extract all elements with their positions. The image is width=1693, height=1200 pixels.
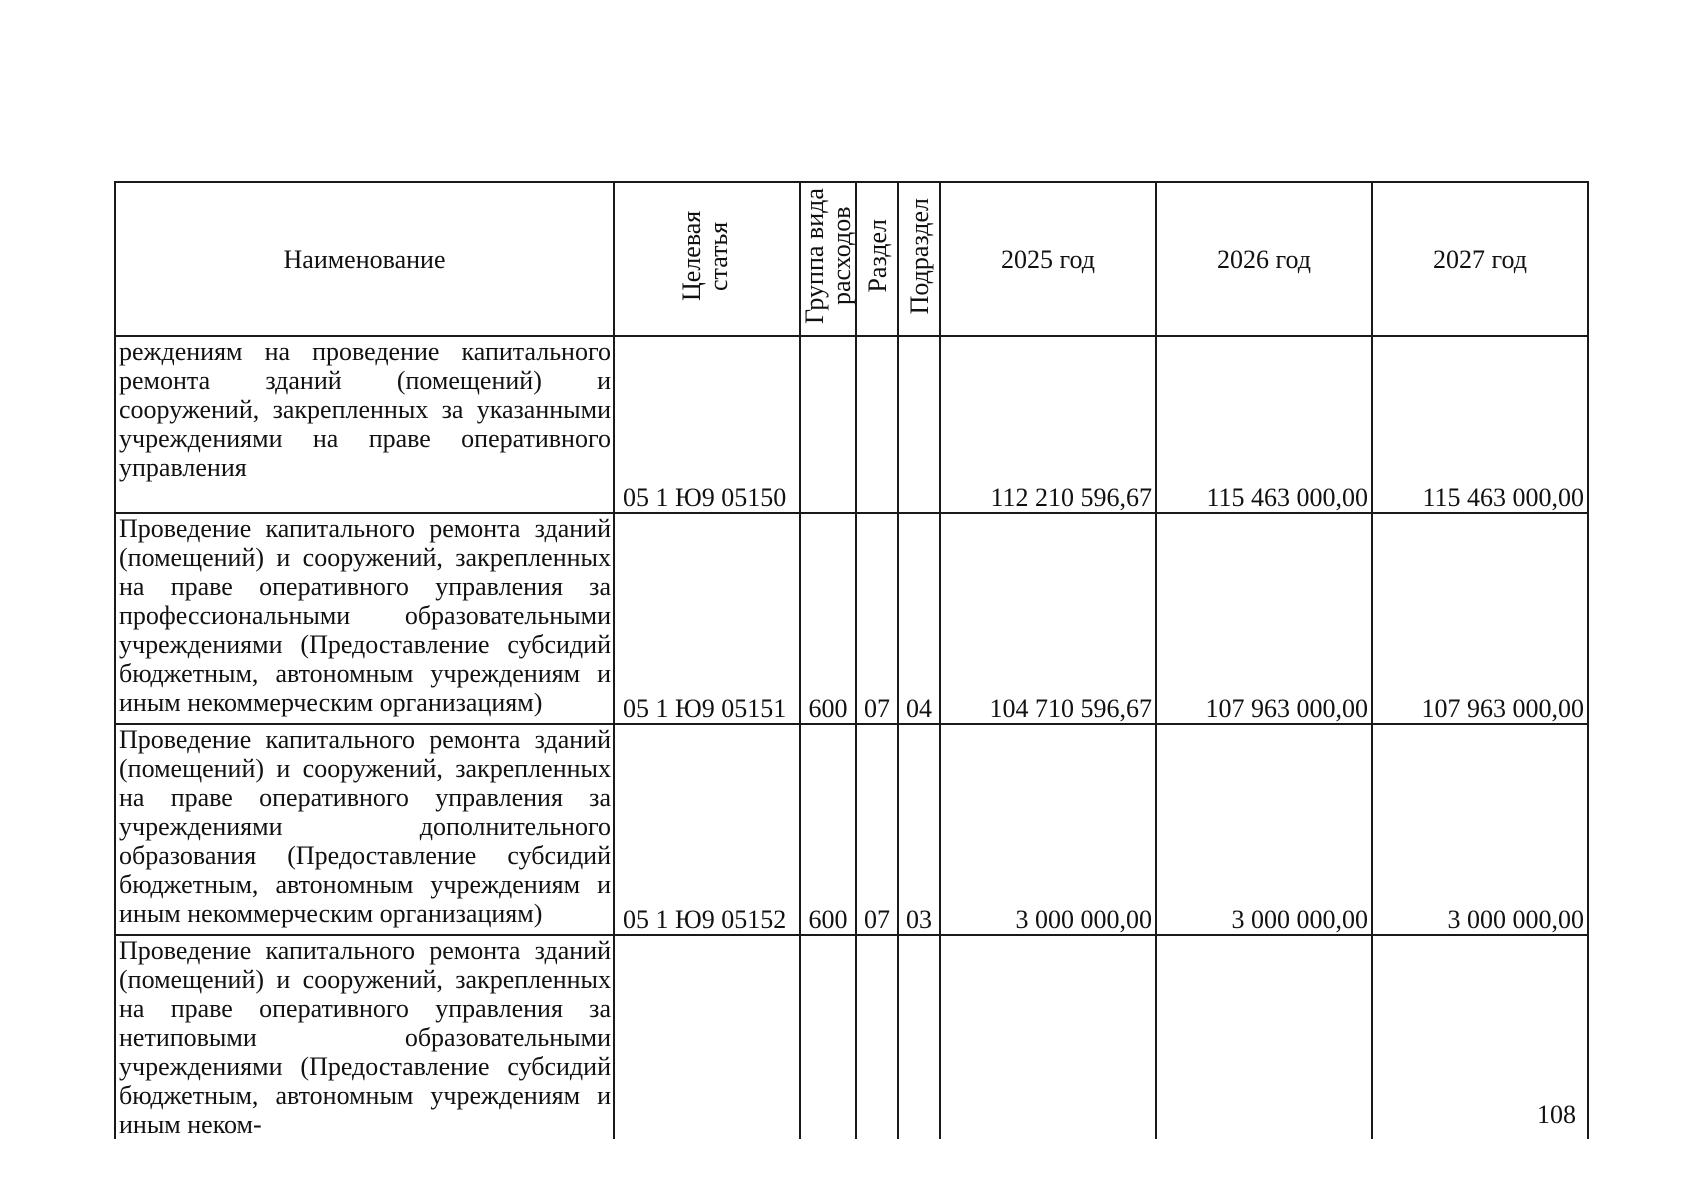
header-name: Наименование	[115, 182, 614, 336]
header-2027: 2027 год	[1372, 182, 1588, 336]
row-target-article: 05 1 Ю9 05151	[614, 513, 800, 724]
row-amount-2027: 3 000 000,00	[1372, 724, 1588, 935]
row-name: Проведение капитального ремонта зданий (помещений) и сооружений, закрепленных на праве оперативного управления за нетиповыми образовательными учреждениями (Предоставление субсидий бюджетным, автономным учреждениям и иным неком-	[115, 935, 614, 1139]
header-section: Раздел	[856, 182, 898, 336]
row-expense-group	[800, 336, 856, 513]
row-subsection	[898, 935, 940, 1139]
row-target-article: 05 1 Ю9 05152	[614, 724, 800, 935]
header-subsection: Подраздел	[898, 182, 940, 336]
row-name: Проведение капитального ремонта зданий (помещений) и сооружений, закрепленных на праве оперативного управления за учреждениями дополнительного образования (Предоставление субсидий бюджетным, автономным учреждениям и иным некоммерческим организациям)	[115, 724, 614, 935]
row-section: 07	[856, 724, 898, 935]
row-amount-2027: 115 463 000,00	[1372, 336, 1588, 513]
row-subsection	[898, 336, 940, 513]
row-amount-2026: 115 463 000,00	[1156, 336, 1372, 513]
row-name: Проведение капитального ремонта зданий (помещений) и сооружений, закрепленных на праве оперативного управления за профессиональными образовательными учреждениями (Предоставление субсидий бюджетным, автономным учреждениям и иным некоммерческим организациям)	[115, 513, 614, 724]
row-section	[856, 336, 898, 513]
header-2025: 2025 год	[940, 182, 1156, 336]
row-amount-2025: 3 000 000,00	[940, 724, 1156, 935]
row-expense-group: 600	[800, 724, 856, 935]
row-amount-2026: 3 000 000,00	[1156, 724, 1372, 935]
row-section: 07	[856, 513, 898, 724]
page-number: 108	[1537, 1100, 1576, 1129]
row-name: реждениям на проведение капитального ремонта зданий (помещений) и сооружений, закрепленных за указанными учреждениями на праве оперативного управления	[115, 336, 614, 513]
row-subsection: 03	[898, 724, 940, 935]
row-amount-2027: 107 963 000,00	[1372, 513, 1588, 724]
row-amount-2026	[1156, 935, 1372, 1139]
table-header-row	[115, 182, 1588, 336]
row-section	[856, 935, 898, 1139]
row-target-article	[614, 935, 800, 1139]
row-target-article: 05 1 Ю9 05150	[614, 336, 800, 513]
row-amount-2025: 104 710 596,67	[940, 513, 1156, 724]
header-2026: 2026 год	[1156, 182, 1372, 336]
budget-table	[114, 181, 1589, 1139]
header-expense-group: Группа вида расходов	[800, 182, 856, 336]
header-target-article: Целевая статья	[614, 182, 800, 336]
row-amount-2025: 112 210 596,67	[940, 336, 1156, 513]
row-subsection: 04	[898, 513, 940, 724]
table-row	[115, 336, 1588, 513]
row-expense-group	[800, 935, 856, 1139]
row-amount-2025	[940, 935, 1156, 1139]
table-row	[115, 935, 1588, 1139]
row-amount-2026: 107 963 000,00	[1156, 513, 1372, 724]
table-row	[115, 724, 1588, 935]
table-row	[115, 513, 1588, 724]
row-expense-group: 600	[800, 513, 856, 724]
